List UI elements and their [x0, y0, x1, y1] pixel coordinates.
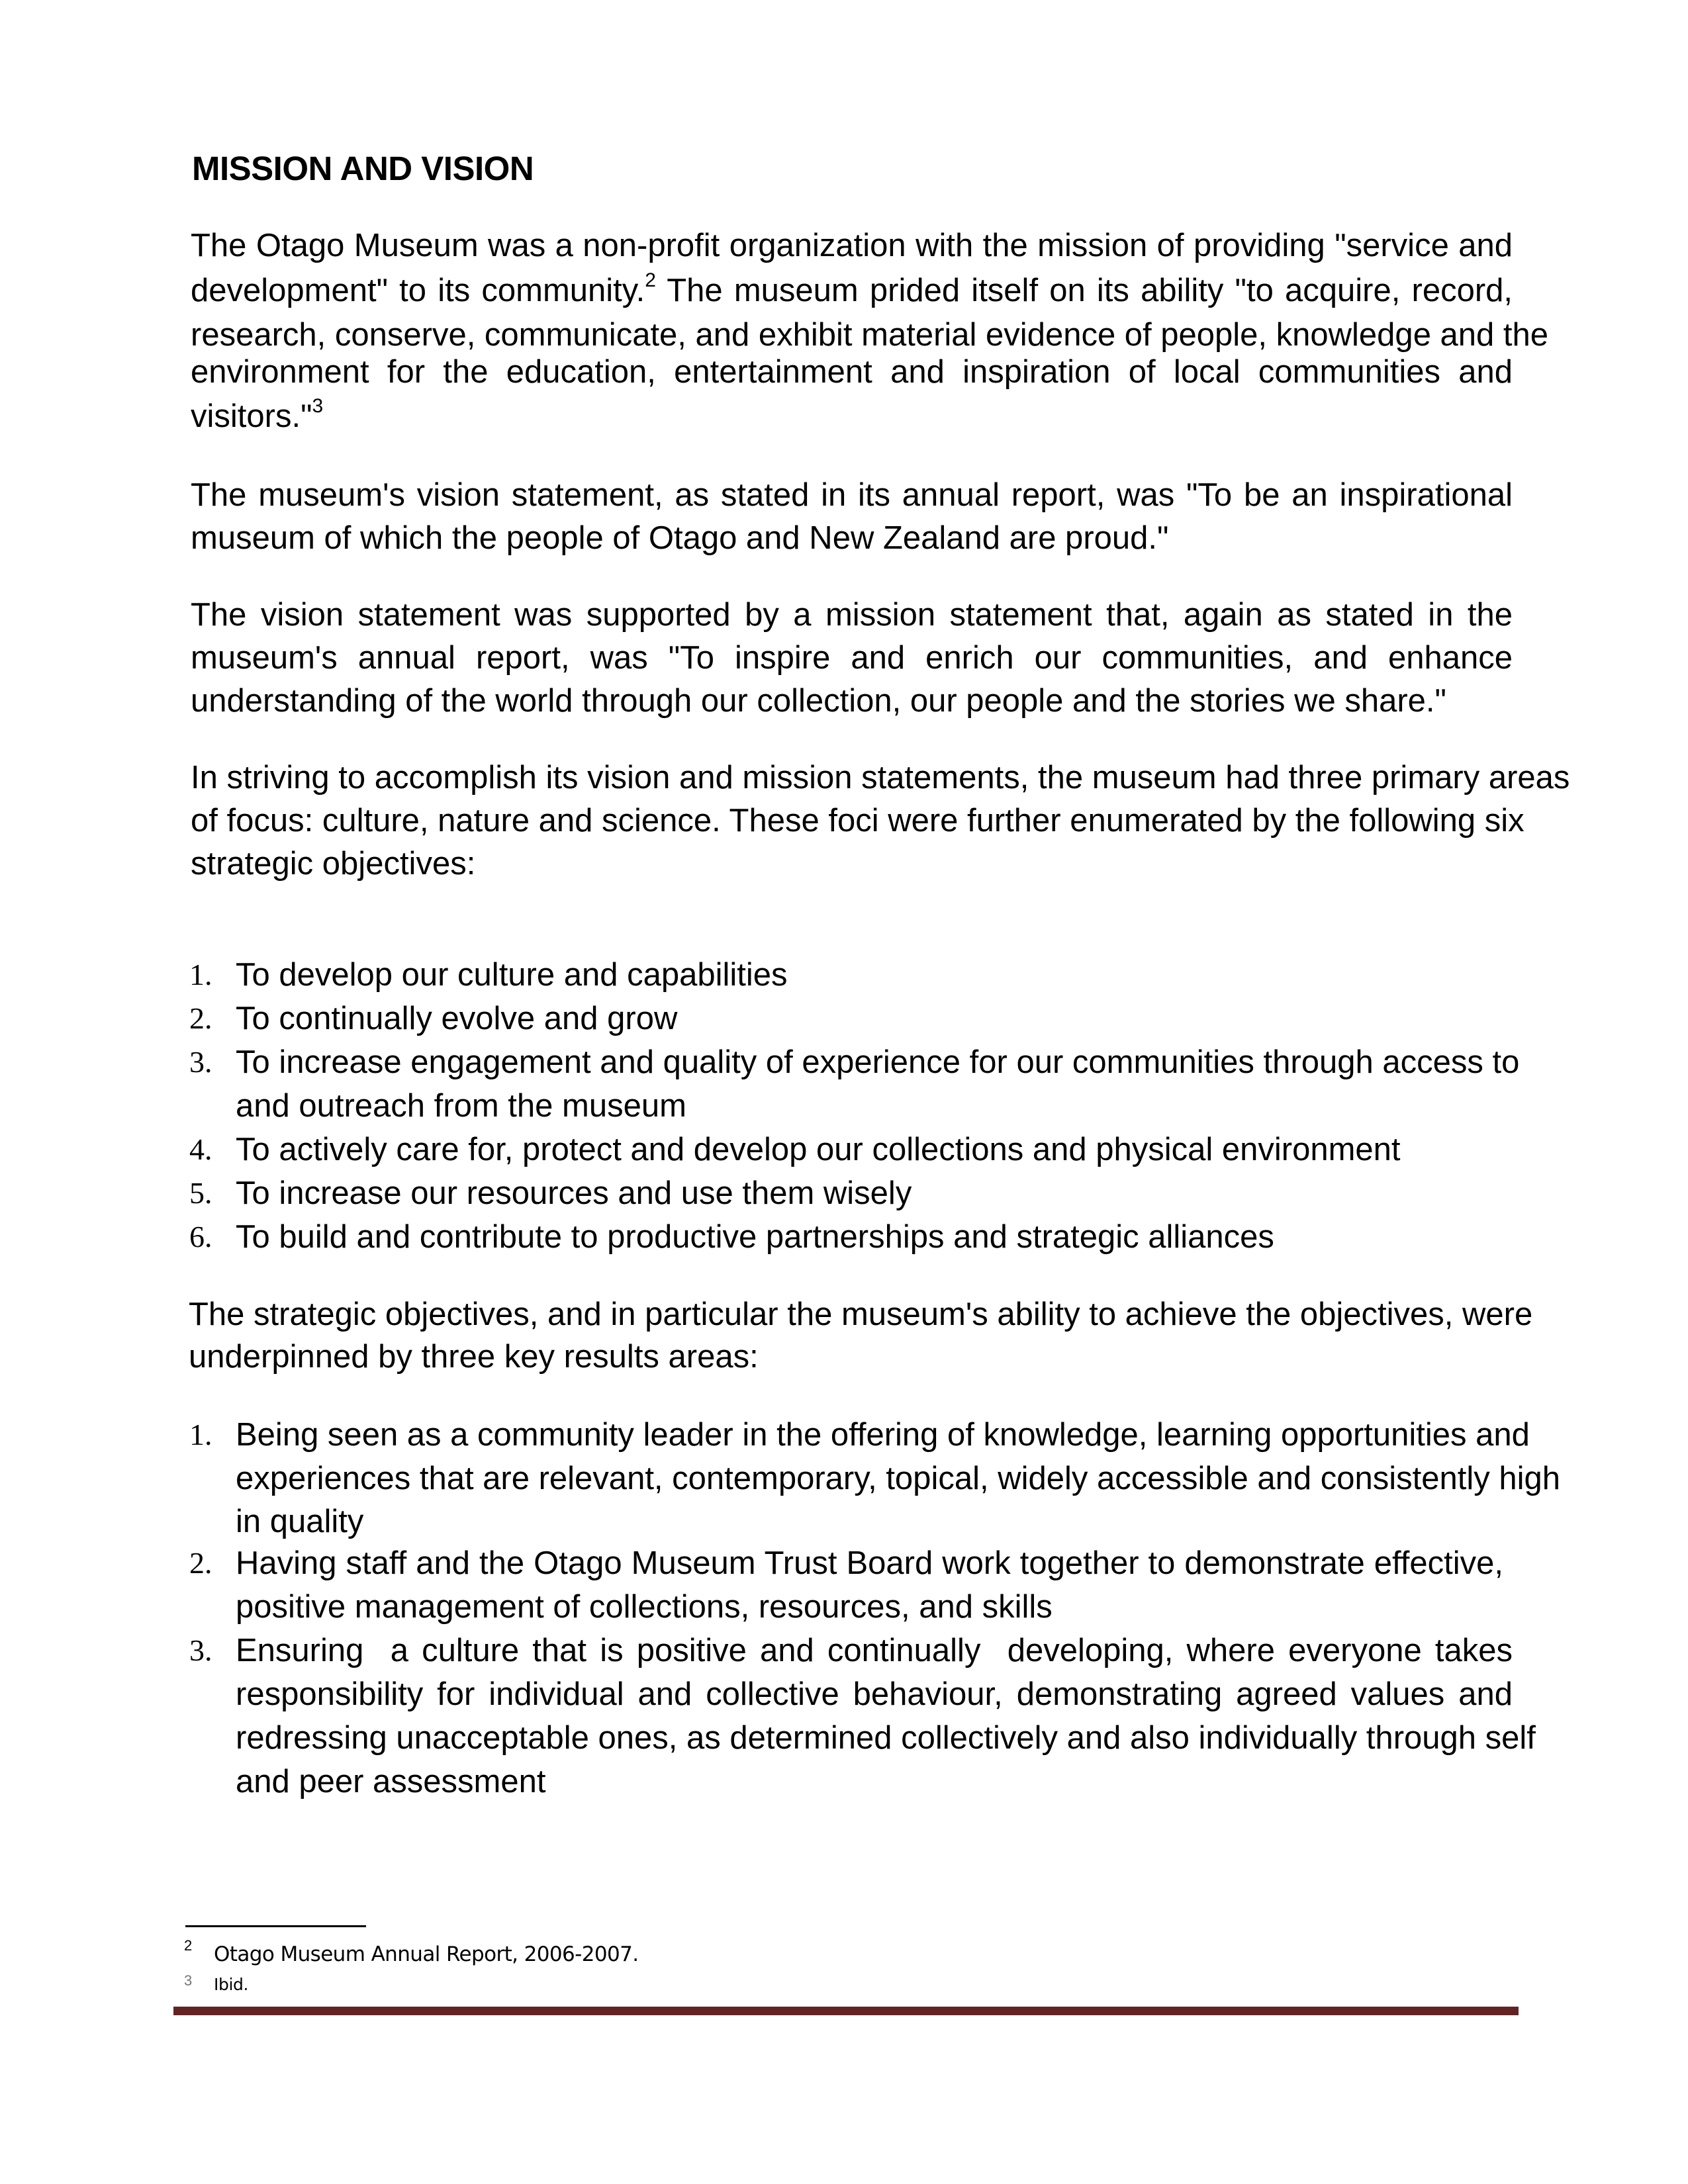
list-item-text: and peer assessment	[236, 1764, 546, 1799]
list-item-text: Ensuring a culture that is positive and continually developing, where everyone takes	[236, 1633, 1513, 1668]
list-number: 3.	[189, 1045, 212, 1079]
list-number: 4.	[189, 1132, 212, 1166]
list-item-text: in quality	[236, 1504, 364, 1539]
list-item-text: Having staff and the Otago Museum Trust Board work together to demonstrate effective,	[236, 1545, 1503, 1581]
list-item-text: To build and contribute to productive partnerships and strategic alliances	[236, 1219, 1274, 1255]
list-number: 3.	[189, 1633, 212, 1667]
list-item-text: To continually evolve and grow	[236, 1001, 678, 1036]
list-item-text: responsibility for individual and collective behaviour, demonstrating agreed values and	[236, 1676, 1513, 1712]
paragraph-line: The vision statement was supported by a mission statement that, again as stated in the	[191, 597, 1513, 633]
list-number: 6.	[189, 1220, 212, 1253]
paragraph-line: The strategic objectives, and in particular the museum's ability to achieve the objectives, were	[189, 1297, 1533, 1332]
paragraph-line: environment for the education, entertainment and inspiration of local communities and	[191, 354, 1513, 390]
list-item-text: To increase engagement and quality of experience for our communities through access to	[236, 1044, 1520, 1080]
section-heading: MISSION AND VISION	[192, 150, 534, 187]
paragraph-line	[191, 269, 1513, 309]
page-footer-bar	[173, 2007, 1519, 2015]
list-item-text: To actively care for, protect and develop our collections and physical environment	[236, 1132, 1401, 1167]
list-number: 1.	[189, 1418, 212, 1451]
paragraph-line: research, conserve, communicate, and exhibit material evidence of people, knowledge and the	[191, 317, 1549, 353]
list-item-text: and outreach from the museum	[236, 1088, 686, 1124]
list-item-text: Being seen as a community leader in the offering of knowledge, learning opportunities and	[236, 1417, 1530, 1453]
paragraph-line: The Otago Museum was a non-profit organization with the mission of providing "service and	[191, 228, 1513, 263]
list-item-text: To increase our resources and use them wisely	[236, 1175, 912, 1211]
line-text: The museum prided itself on its ability "to acquire, record,	[667, 273, 1513, 308]
footnote-mark: 3	[184, 1972, 193, 1989]
paragraph-line: In striving to accomplish its vision and mission statements, the museum had three primary areas	[191, 760, 1570, 796]
list-number: 2.	[189, 1546, 212, 1580]
list-number: 1.	[189, 958, 212, 991]
footnote-reference[interactable]: 2	[645, 269, 656, 291]
paragraph-line: understanding of the world through our collection, our people and the stories we share."	[191, 683, 1446, 719]
footnote-text: Otago Museum Annual Report, 2006-2007.	[214, 1942, 639, 1966]
list-item-text: positive management of collections, resources, and skills	[236, 1589, 1053, 1625]
footnote-mark: 2	[184, 1937, 193, 1954]
list-number: 5.	[189, 1176, 212, 1210]
paragraph-line: of focus: culture, nature and science. These foci were further enumerated by the following six	[191, 803, 1524, 839]
paragraph-line: underpinned by three key results areas:	[189, 1339, 759, 1375]
footnote-reference[interactable]: 3	[312, 395, 324, 417]
list-item-text: experiences that are relevant, contemporary, topical, widely accessible and consistently high	[236, 1461, 1560, 1496]
footnote-text: Ibid.	[214, 1975, 249, 1994]
list-item-text: redressing unacceptable ones, as determined collectively and also individually through self	[236, 1720, 1536, 1756]
footnote-separator	[185, 1925, 366, 1927]
paragraph-line: museum of which the people of Otago and New Zealand are proud."	[191, 520, 1169, 556]
line-text: visitors."	[191, 398, 312, 434]
list-number: 2.	[189, 1001, 212, 1035]
paragraph-line: museum's annual report, was "To inspire and enrich our communities, and enhance	[191, 640, 1513, 676]
paragraph-line	[191, 395, 1513, 435]
paragraph-line: strategic objectives:	[191, 846, 476, 882]
paragraph-line: The museum's vision statement, as stated in its annual report, was "To be an inspirational	[191, 477, 1513, 513]
list-item-text: To develop our culture and capabilities	[236, 957, 788, 993]
line-text: development" to its community.	[191, 273, 645, 308]
